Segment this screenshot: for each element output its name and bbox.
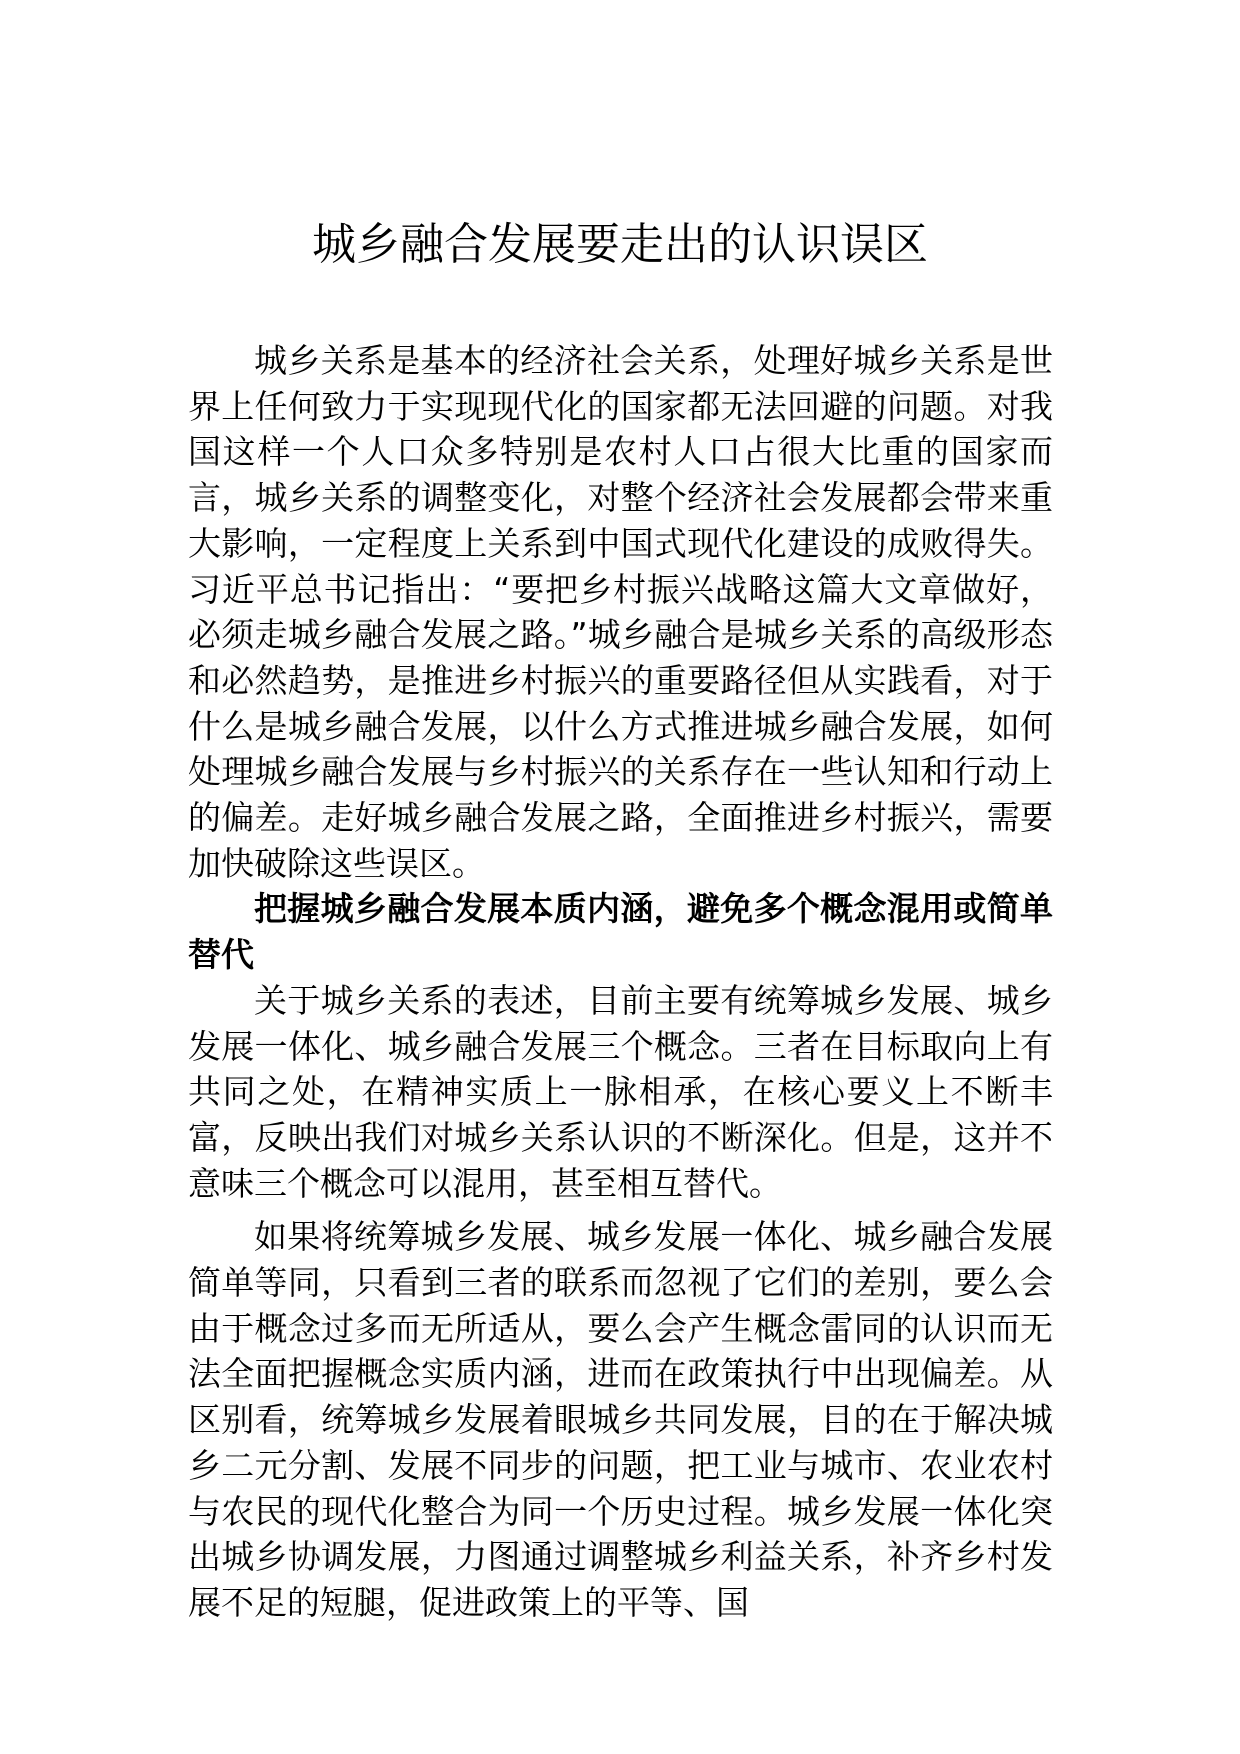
- paragraph-intro: 城乡关系是基本的经济社会关系，处理好城乡关系是世界上任何致力于实现现代化的国家都无法回避的问题。对我国这样一个人口众多特别是农村人口占很大比重的国家而言，城乡关系的调整变化，对整个经济社会发展都会带来重大影响，一定程度上关系到中国式现代化建设的成败得失。习近平总书记指出：“要把乡村振兴战略这篇大文章做好，必须走城乡融合发展之路。”城乡融合是城乡关系的高级形态和必然趋势，是推进乡村振兴的重要路径但从实践看，对于什么是城乡融合发展，以什么方式推进城乡融合发展，如何处理城乡融合发展与乡村振兴的关系存在一些认知和行动上的偏差。走好城乡融合发展之路，全面推进乡村振兴，需要加快破除这些误区。: [188, 341, 1053, 883]
- paragraph-differences: 如果将统筹城乡发展、城乡发展一体化、城乡融合发展简单等同，只看到三者的联系而忽视了它们的差别，要么会由于概念过多而无所适从，要么会产生概念雷同的认识而无法全面把握概念实质内涵，进而在政策执行中出现偏差。从区别看，统筹城乡发展着眼城乡共同发展，目的在于解决城乡二元分割、发展不同步的问题，把工业与城市、农业农村与农民的现代化整合为同一个历史过程。城乡发展一体化突出城乡协调发展，力图通过调整城乡利益关系，补齐乡村发展不足的短腿，促进政策上的平等、国: [188, 1217, 1053, 1622]
- document-title: 城乡融合发展要走出的认识误区: [312, 219, 928, 270]
- paragraph-concepts: 关于城乡关系的表述，目前主要有统筹城乡发展、城乡发展一体化、城乡融合发展三个概念。三者在目标取向上有共同之处，在精神实质上一脉相承，在核心要义上不断丰富，反映出我们对城乡关系认识的不断深化。但是，这并不意味三个概念可以混用，甚至相互替代。: [188, 980, 1053, 1203]
- document-body: [188, 338, 1053, 1626]
- section-heading: 把握城乡融合发展本质内涵，避免多个概念混用或简单替代: [188, 889, 1053, 975]
